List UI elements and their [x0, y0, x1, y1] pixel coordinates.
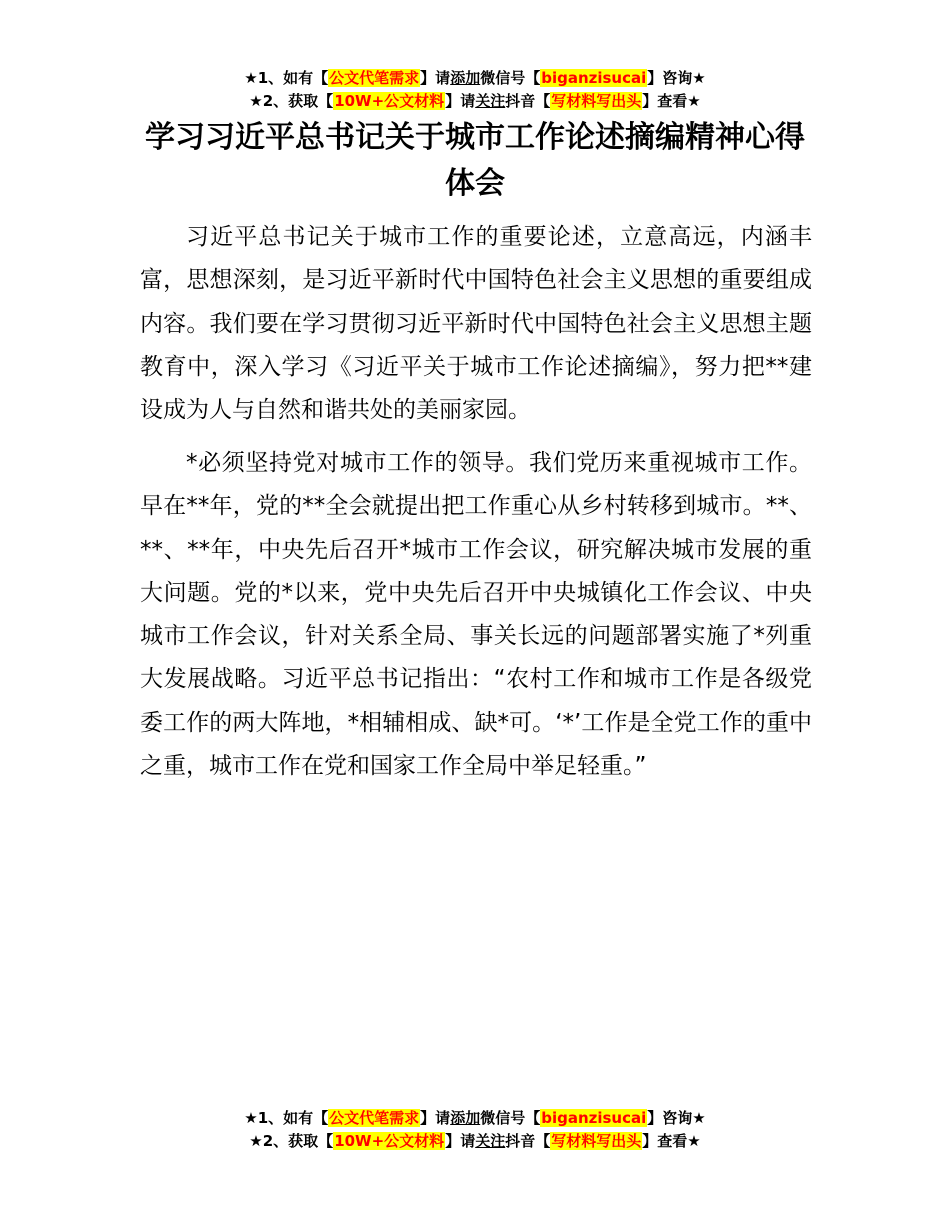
promo-text: 】请 [420, 69, 451, 87]
promo-underlined-text: 添加 [450, 69, 481, 87]
promo-text: 】查看★ [642, 1132, 701, 1150]
promo-highlight-douyin-account: 写材料写出头 [551, 92, 642, 110]
footer-promo-line-2 [0, 1130, 950, 1153]
promo-text: 抖音【 [505, 92, 551, 110]
promo-text: 】查看★ [642, 92, 701, 110]
promo-text: ★2、获取【 [249, 92, 334, 110]
promo-text: ★1、如有【 [244, 1109, 329, 1127]
promo-text: 微信号【 [480, 1109, 541, 1127]
promo-highlight-materials: 10W+公文材料 [334, 92, 445, 110]
body-paragraph-2: *必须坚持党对城市工作的领导。我们党历来重视城市工作。早在**年，党的**全会就提出把工作重心从乡村转移到城市。**、**、**年，中央先后召开*城市工作会议，研究解决城市发展的重大问题。党的*以来，党中央先后召开中央城镇化工作会议、中央城市工作会议，针对关系全局、事关长远的问题部署实施了*列重大发展战略。习近平总书记指出：“农村工作和城市工作是各级党委工作的两大阵地，*相辅相成、缺*可。‘*’工作是全党工作的重中之重，城市工作在党和国家工作全局中举足轻重。” [140, 450, 812, 780]
footer-promo [0, 1107, 950, 1153]
promo-highlight-douyin-account: 写材料写出头 [551, 1132, 642, 1150]
promo-text: 】咨询★ [647, 1109, 706, 1127]
promo-text: ★2、获取【 [249, 1132, 334, 1150]
promo-highlight-wechat-id: biganzisucai [541, 69, 647, 87]
promo-highlight-wechat-id: biganzisucai [541, 1109, 647, 1127]
header-promo [0, 67, 950, 113]
promo-highlight-service: 公文代笔需求 [329, 1109, 420, 1127]
footer-promo-line-1 [0, 1107, 950, 1130]
promo-text: ★1、如有【 [244, 69, 329, 87]
promo-text: 抖音【 [505, 1132, 551, 1150]
body-paragraph-1: 习近平总书记关于城市工作的重要论述，立意高远，内涵丰富，思想深刻，是习近平新时代中国特色社会主义思想的重要组成内容。我们要在学习贯彻习近平新时代中国特色社会主义思想主题教育中，深入学习《习近平关于城市工作论述摘编》，努力把**建设成为人与自然和谐共处的美丽家园。 [140, 224, 812, 424]
document-title: 学习习近平总书记关于城市工作论述摘编精神心得体会 [145, 120, 805, 201]
promo-underlined-text: 关注 [475, 92, 506, 110]
promo-highlight-service: 公文代笔需求 [329, 69, 420, 87]
promo-text: 】请 [420, 1109, 451, 1127]
promo-text: 】请 [445, 1132, 476, 1150]
promo-underlined-text: 添加 [450, 1109, 481, 1127]
promo-underlined-text: 关注 [475, 1132, 506, 1150]
promo-text: 微信号【 [480, 69, 541, 87]
promo-text: 】请 [445, 92, 476, 110]
header-promo-line-1 [0, 67, 950, 90]
header-promo-line-2 [0, 90, 950, 113]
promo-text: 】咨询★ [647, 69, 706, 87]
promo-highlight-materials: 10W+公文材料 [334, 1132, 445, 1150]
